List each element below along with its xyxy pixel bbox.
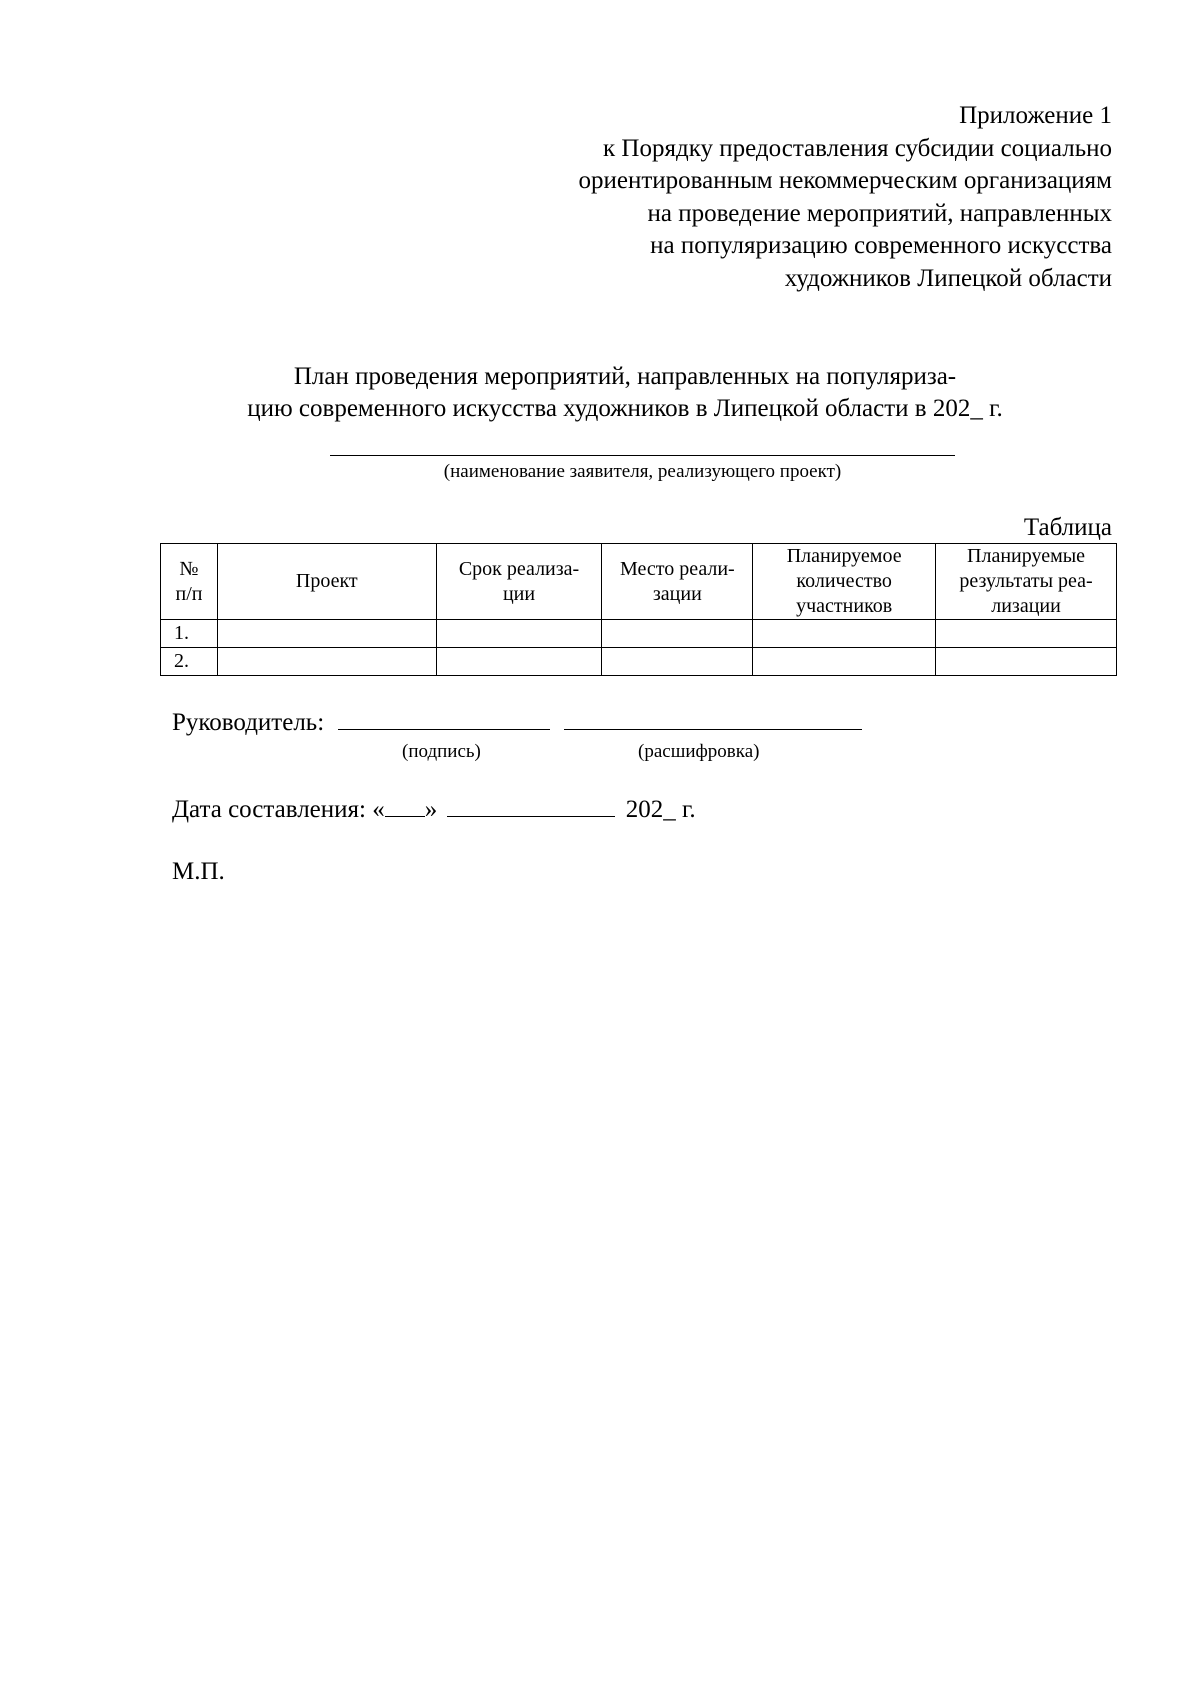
plan-table: [160, 543, 1117, 676]
header-project: [217, 544, 436, 620]
applicant-caption: (наименование заявителя, реализующего проект): [443, 461, 842, 482]
header-participants-line-3: участников: [796, 595, 893, 617]
header-place-line-2: зации: [652, 582, 702, 605]
row-number: 2.: [161, 648, 218, 676]
document-title: [160, 361, 1090, 425]
date-day-blank[interactable]: [385, 796, 425, 817]
header-term: [436, 544, 602, 620]
date-row: [172, 796, 696, 824]
appendix-number: Приложение 1: [959, 102, 1112, 129]
signature-label: Руководитель:: [172, 709, 325, 736]
header-results-line-3: лизации: [991, 595, 1061, 617]
appendix-line-3: ориентированным некоммерческим организациям: [578, 167, 1112, 194]
header-results-line-2: результаты реа-: [959, 570, 1093, 592]
signature-blank[interactable]: [338, 709, 550, 730]
header-number-line-2: п/п: [175, 582, 203, 605]
cell-term[interactable]: [436, 648, 602, 676]
row-number: 1.: [161, 620, 218, 648]
date-year: 202_: [625, 796, 676, 823]
header-term-line-1: Срок реализа-: [458, 557, 580, 580]
header-participants-line-2: количество: [796, 570, 892, 592]
header-number-line-1: №: [179, 557, 199, 580]
appendix-header: [579, 100, 1112, 295]
header-results: [936, 544, 1117, 620]
date-close-quote: »: [424, 796, 438, 823]
title-line-2: цию современного искусства художников в Липецкой области в 202_ г.: [247, 395, 1003, 422]
appendix-line-6: художников Липецкой области: [784, 264, 1112, 292]
applicant-name-blank[interactable]: [330, 455, 955, 456]
appendix-line-2: к Порядку предоставления субсидии социально: [603, 134, 1112, 162]
signature-row: [172, 709, 862, 737]
cell-project[interactable]: [217, 648, 436, 676]
appendix-line-4: на проведение мероприятий, направленных: [647, 199, 1112, 227]
cell-results[interactable]: [936, 648, 1117, 676]
cell-results[interactable]: [936, 620, 1117, 648]
date-month-blank[interactable]: [447, 796, 615, 817]
cell-term[interactable]: [436, 620, 602, 648]
cell-place[interactable]: [602, 620, 753, 648]
table-row: [161, 648, 1117, 676]
date-suffix: г.: [681, 796, 696, 823]
header-participants-line-1: Планируемое: [786, 545, 902, 567]
header-results-line-1: Планируемые: [967, 545, 1086, 567]
table-header-row: [161, 544, 1117, 620]
date-label: Дата составления: «: [172, 796, 385, 823]
cell-participants[interactable]: [753, 620, 936, 648]
header-participants: [753, 544, 936, 620]
header-term-line-2: ции: [502, 582, 536, 605]
signature-caption: (подпись): [402, 741, 481, 762]
stamp-label: М.П.: [172, 858, 225, 885]
table-row: [161, 620, 1117, 648]
cell-participants[interactable]: [753, 648, 936, 676]
table-label: Таблица: [1023, 514, 1112, 541]
appendix-line-5: на популяризацию современного искусства: [650, 232, 1112, 259]
cell-place[interactable]: [602, 648, 753, 676]
cell-project[interactable]: [217, 620, 436, 648]
title-line-1: План проведения мероприятий, направленных на популяриза-: [293, 363, 957, 390]
name-caption: (расшифровка): [638, 741, 760, 762]
header-project-label: Проект: [295, 570, 358, 592]
header-number: [161, 544, 218, 620]
header-place: [602, 544, 753, 620]
name-blank[interactable]: [564, 709, 862, 730]
header-place-line-1: Место реали-: [619, 557, 735, 580]
